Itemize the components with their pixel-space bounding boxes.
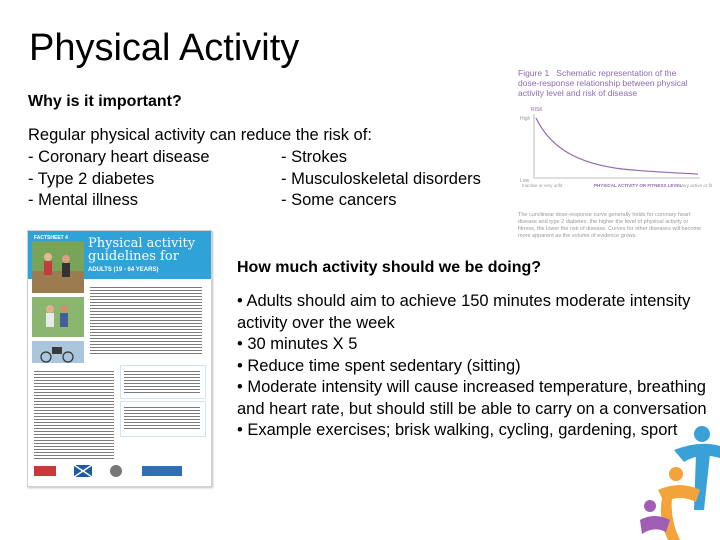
section-heading: How much activity should we be doing?	[237, 259, 542, 276]
risk-item: - Type 2 diabetes	[28, 169, 155, 188]
slide-subtitle: Why is it important?	[28, 93, 182, 110]
bullet-item: • 30 minutes X 5	[237, 335, 358, 353]
leaflet-tag: FACTSHEET 4	[34, 235, 68, 241]
leaflet-body-text	[34, 369, 114, 459]
intro-text: Regular physical activity can reduce the risk of:	[28, 126, 372, 144]
dose-response-figure	[512, 66, 713, 246]
figure-x-mid: PHYSICAL ACTIVITY OR FITNESS LEVEL	[594, 183, 683, 188]
risk-row	[28, 190, 508, 212]
figure-y-label: RISK	[531, 107, 543, 113]
figure-x-high: Very active or fit	[680, 183, 713, 188]
guidelines-leaflet	[27, 230, 212, 487]
risk-item: - Musculoskeletal disorders	[281, 169, 481, 188]
leaflet-body-text	[90, 285, 202, 355]
bullet-item: • Moderate intensity will cause increased temperature, breathing and heart rate, but should still be able to carry on a conversation	[237, 378, 707, 418]
leaflet-photo-cyclist	[32, 341, 84, 363]
figure-caption-text: Schematic representation of the dose-response relationship between physical activity level and risk of disease	[518, 68, 688, 98]
risk-item: - Strokes	[281, 148, 348, 166]
risk-row	[28, 169, 508, 191]
figure-note: The curvilinear dose-response curve generally holds for coronary heart disease and type 2 diabetes: the higher the level of physical activity or fitness, the lower the risk of disease. Curves for other diseases will become more apparent as the volume of evidence grows.	[518, 212, 702, 239]
leaflet-body-text	[124, 369, 200, 393]
people-figures-logo	[640, 410, 720, 540]
figure-risk-curve	[536, 118, 698, 174]
leaflet-subtitle: ADULTS (19 - 64 YEARS)	[88, 267, 159, 273]
figure-label: Figure 1	[518, 68, 550, 78]
figure-y-low: Low	[520, 178, 530, 184]
leaflet-photo-walkers	[32, 297, 84, 337]
bullet-item: • Example exercises; brisk walking, cycling, gardening, sport	[237, 421, 678, 439]
risk-row	[28, 147, 508, 169]
bullet-item: • Adults should aim to achieve 150 minutes moderate intensity activity over the week	[237, 292, 691, 332]
risk-item: - Mental illness	[28, 191, 139, 209]
leaflet-body-text	[124, 405, 200, 431]
bullet-item: • Reduce time spent sedentary (sitting)	[237, 356, 521, 375]
risk-item: - Some cancers	[281, 191, 397, 209]
leaflet-footer-logos	[34, 463, 204, 481]
figure-x-low: Inactive or very unfit	[522, 183, 563, 188]
risk-list	[28, 147, 508, 212]
figure-y-high: High	[520, 116, 531, 122]
leaflet-photo-runners	[32, 241, 84, 293]
leaflet-title: Physical activity guidelines for	[88, 236, 196, 264]
slide-title: Physical Activity	[29, 27, 300, 69]
activity-bullet-list	[237, 291, 707, 442]
risk-item: - Coronary heart disease	[28, 148, 210, 166]
